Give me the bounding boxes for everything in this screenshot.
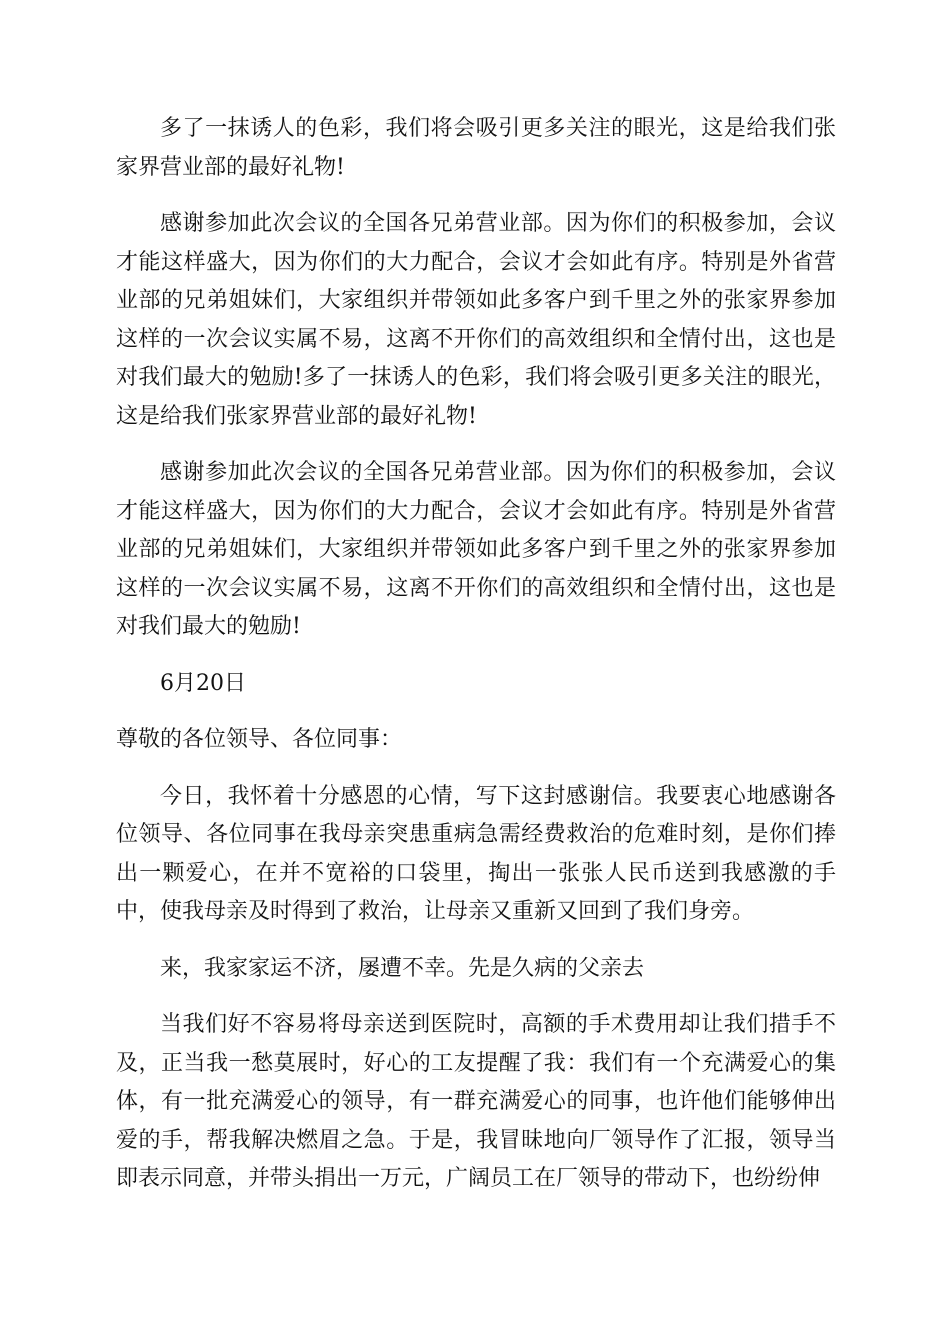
paragraph-3: 感谢参加此次会议的全国各兄弟营业部。因为你们的积极参加，会议才能这样盛大，因为你们的大力配合，会议才会如此有序。特别是外省营业部的兄弟姐妹们，大家组织并带领如此多客户到千里之外的张家界参加这样的一次会议实属不易，这离不开你们的高效组织和全情付出，这也是对我们最大的勉励! — [116, 460, 836, 639]
document-body — [116, 110, 836, 1217]
date-line: 6月20日 — [160, 670, 246, 696]
paragraph-5: 来，我家家运不济，屡遭不幸。先是久病的父亲去 — [160, 955, 645, 981]
paragraph-6: 当我们好不容易将母亲送到医院时，高额的手术费用却让我们措手不及，正当我一愁莫展时，好心的工友提醒了我：我们有一个充满爱心的集体，有一批充满爱心的领导，有一群充满爱心的同事，也许他们能够伸出爱的手，帮我解决燃眉之急。于是，我冒昧地向厂领导作了汇报，领导当即表示同意，并带头捐出一万元，广阔员工在厂领导的带动下，也纷纷伸 — [116, 1012, 836, 1191]
paragraph-2: 感谢参加此次会议的全国各兄弟营业部。因为你们的积极参加，会议才能这样盛大，因为你们的大力配合，会议才会如此有序。特别是外省营业部的兄弟姐妹们，大家组织并带领如此多客户到千里之外的张家界参加这样的一次会议实属不易，这离不开你们的高效组织和全情付出，这也是对我们最大的勉励!多了一抹诱人的色彩，我们将会吸引更多关注的眼光，这是给我们张家界营业部的最好礼物! — [116, 211, 836, 429]
paragraph-1: 多了一抹诱人的色彩，我们将会吸引更多关注的眼光，这是给我们张家界营业部的最好礼物! — [116, 116, 836, 180]
salutation: 尊敬的各位领导、各位同事： — [116, 727, 403, 752]
paragraph-4: 今日，我怀着十分感恩的心情，写下这封感谢信。我要衷心地感谢各位领导、各位同事在我母亲突患重病急需经费救治的危难时刻，是你们捧出一颗爱心，在并不宽裕的口袋里，掏出一张张人民币送到我感激的手中，使我母亲及时得到了救治，让母亲又重新又回到了我们身旁。 — [116, 783, 836, 924]
